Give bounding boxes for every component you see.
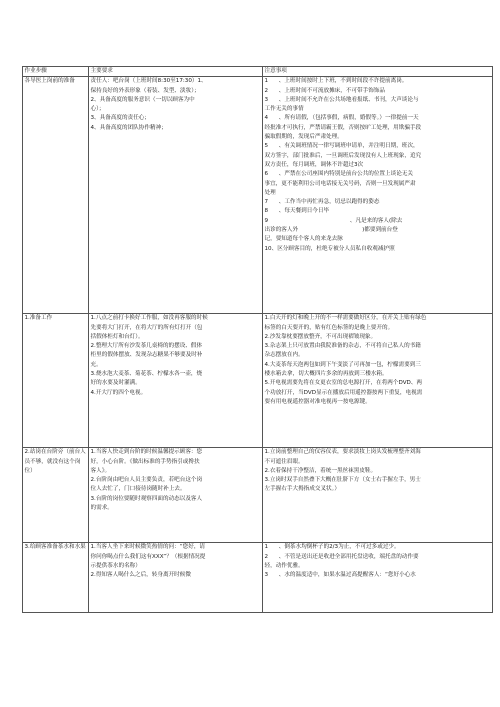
requirements-cell — [89, 543, 263, 613]
cell-line: 经批准才可执行，严禁请霸王假，否则按旷工处理，用欺骗手段 — [264, 124, 422, 131]
cell-line: 的需求。 — [90, 505, 113, 512]
cell-line: 标签的白天要开的，贴有红色标签的是晚上要开的。 — [264, 324, 394, 331]
cell-line: 2.衣着保持干净整洁，着统一黑丝袜黑皮鞋。 — [264, 467, 377, 474]
cell-line: 双方责任，每月调班，调休不许超过3次 — [264, 161, 364, 168]
cell-line: 出诊的客人外 )都要到前台登 — [264, 227, 398, 234]
cell-line: 6 、严禁在公司座围内特别是前台公共的位置上谈论无关 — [264, 171, 413, 178]
cell-line: 轻，动作优雅。 — [264, 562, 304, 569]
cell-line: 括假体柜灯和台灯）。 — [90, 333, 144, 340]
cell-line: 左手握右手大拇指成交叉状。） — [264, 486, 341, 493]
cell-line: 示提供茶水的名称） — [90, 562, 141, 569]
step-cell: 2.站岗在台阶旁（前台人员不够，就没有这个岗位） — [23, 448, 89, 543]
cell-line: 记，要知道每个客人的来龙去脉 — [264, 236, 343, 243]
header-requirements: 主要要求 — [89, 67, 263, 77]
step-cell: 3.给顾客准备茶水和水果 — [23, 543, 89, 613]
cell-line: 2.得知客人喝什么之后，转身离开时候微 — [90, 572, 191, 579]
cell-line: 先要将大门打开，在将大厅的所有灯打开（包 — [90, 324, 203, 331]
step-cell: 各导医上岗前的准备 — [23, 77, 89, 314]
cell-line: 充。 — [90, 361, 102, 368]
cell-line: 3.立岗时双手自然叠下大概在肚脐下方（女士右手握左手，男士 — [264, 477, 421, 484]
cell-line: 位人去忙了，门口接待岗随时补上去。 — [90, 486, 186, 493]
notes-cell — [263, 448, 493, 543]
cell-line: 1.当客人快走到台阶的时候温馨提示顾客：您 — [90, 449, 203, 456]
cell-line: 要有用电视遥控器对准电视再一按电源键。 — [264, 398, 371, 405]
header-step: 作业步骤 — [23, 67, 89, 77]
cell-line: 3.台阶的岗位要随时观察四面的动态以及客人 — [90, 495, 203, 502]
table-row — [23, 543, 493, 613]
requirements-cell — [89, 448, 263, 543]
cell-line: 客人》。 — [90, 467, 111, 474]
cell-line: 1 、倒茶水均倒杯子的2/3为止，不可过多或过少。 — [264, 544, 400, 551]
cell-line: 1.八点之前打卡换好工作服，如没再客服的时候 — [90, 315, 208, 322]
cell-line: 保持良好的外表形象（着装、发型、淡妆）； — [90, 87, 200, 94]
requirements-cell — [89, 77, 263, 314]
cell-line: 事宜，更不能利用公司电话接无关号码，否则一旦发现属严肃 — [264, 180, 416, 187]
cell-line: 3.烧水泡大麦茶、菊花茶、柠檬水各一壶，烧 — [90, 371, 203, 378]
cell-line: 4、具备高度的团队协作精神； — [90, 124, 167, 131]
cell-line: 5 、有关调班情况一律写调班申请单，并注明日期，班次， — [264, 143, 419, 150]
cell-line: 4 、所有请假，（包括事假，病假，婚假等。）一律提前一天 — [264, 115, 419, 122]
cell-line: 骗取假期的，发现后严肃处理。 — [264, 134, 343, 141]
cell-line: 1.白天开的灯和晚上开的不一样需要做好区分，在开关上贴有绿色 — [264, 315, 427, 322]
table-row — [23, 314, 493, 448]
table-row — [23, 448, 493, 543]
cell-line: 1 、上班时间按时上下班，不到时间段不许提前离岗。 — [264, 78, 408, 85]
cell-line: 柜里的假体摆放、发现杂志糖果不够要及时补 — [90, 352, 203, 359]
cell-line: 3.杂志架上只可放置由我院准备的杂志，不可将自己私人的书籍 — [264, 343, 421, 350]
cell-line: 1.当客人坐下来时候微笑热情的问：“您好，请 — [90, 544, 206, 551]
notes-cell — [263, 314, 493, 448]
cell-line: 工作无关的事情 — [264, 106, 304, 113]
notes-cell — [263, 77, 493, 314]
cell-line: 好的水要及时灌满。 — [90, 380, 141, 387]
cell-line: 双方签字，部门批准后，一旦调班后发现没有人上班现象，追究 — [264, 152, 422, 159]
cell-line: 你问你喝点什么我们这有XXX”？（根据情况提 — [90, 553, 206, 560]
cell-line: 1.立岗前整理自己的仪容仪表，要求淡妆上岗头发梳理整齐刘海 — [264, 449, 421, 456]
cell-line: 2 、不管是送出还是收进全部用托盘送收，端托盘的动作要 — [264, 553, 419, 560]
cell-line: 3 、水的温度适中，如果水温过高提醒客人：“您好小心水 — [264, 572, 416, 579]
cell-line: 3 、上班时间不允许在公共场地看报纸、书刊，大声谈论与 — [264, 96, 419, 103]
cell-line: 9 、凡是来的客人(除去 — [264, 217, 403, 224]
cell-line: 10、区分顾客目的，杜绝专被分人员私自收观减护照 — [264, 245, 395, 252]
cell-line: 8 、每天餐到日今日毕 — [264, 208, 330, 215]
cell-line: 责任人：吧台岗（上班时间8:30至17:30）1、 — [90, 78, 207, 85]
cell-line: 楼水箱去拿，切大概四片多余的再放到三楼水箱。 — [264, 371, 388, 378]
cell-line: 2 、上班时间不可流放摊床，不可带手饰饰品 — [264, 87, 386, 94]
cell-line: 处理 — [264, 189, 276, 196]
cell-line: 心）； — [90, 106, 105, 113]
cell-line: 7 、工作当中再忙再急，切忌以跑得的姿态 — [264, 199, 380, 206]
procedure-table — [22, 66, 493, 613]
cell-line: 2.台阶岗由吧台人员主要负责，若吧台这个岗 — [90, 477, 203, 484]
cell-line: 好，小心台阶。《做出标准的手势指引或搀扶 — [90, 458, 200, 465]
header-notes: 注意事项 — [263, 67, 493, 77]
cell-line: 5.开电视需要先将在女更衣室的总电源打开，在将两个DVD、两 — [264, 380, 423, 387]
cell-line: 4.大麦茶每天泡两包如到下午变淡了可再加一包，柠檬需要到三 — [264, 361, 421, 368]
cell-line: 4.开大厅的四个电视。 — [90, 389, 147, 396]
cell-line: 个功放打开，当DVD显示在播放后用遥控器按两下重复，电视需 — [264, 389, 423, 396]
cell-line: 2.沙发靠枕要摆放整齐，不可出现褶皱现象。 — [264, 333, 377, 340]
cell-line: 杂志摆放在内。 — [264, 352, 304, 359]
cell-line: 2.整理大厅所有沙发茶几桌椅的的摆设、假体 — [90, 343, 203, 350]
table-row — [23, 77, 493, 314]
cell-line: 2、具备高度的服务意识（一切以顾客为中 — [90, 96, 195, 103]
table-header-row — [23, 67, 493, 77]
cell-line: 不可遮住眉眼。 — [264, 458, 304, 465]
requirements-cell — [89, 314, 263, 448]
cell-line: 3、具备高度的责任心； — [90, 115, 150, 122]
notes-cell — [263, 543, 493, 613]
step-cell: 1.准备工作 — [23, 314, 89, 448]
